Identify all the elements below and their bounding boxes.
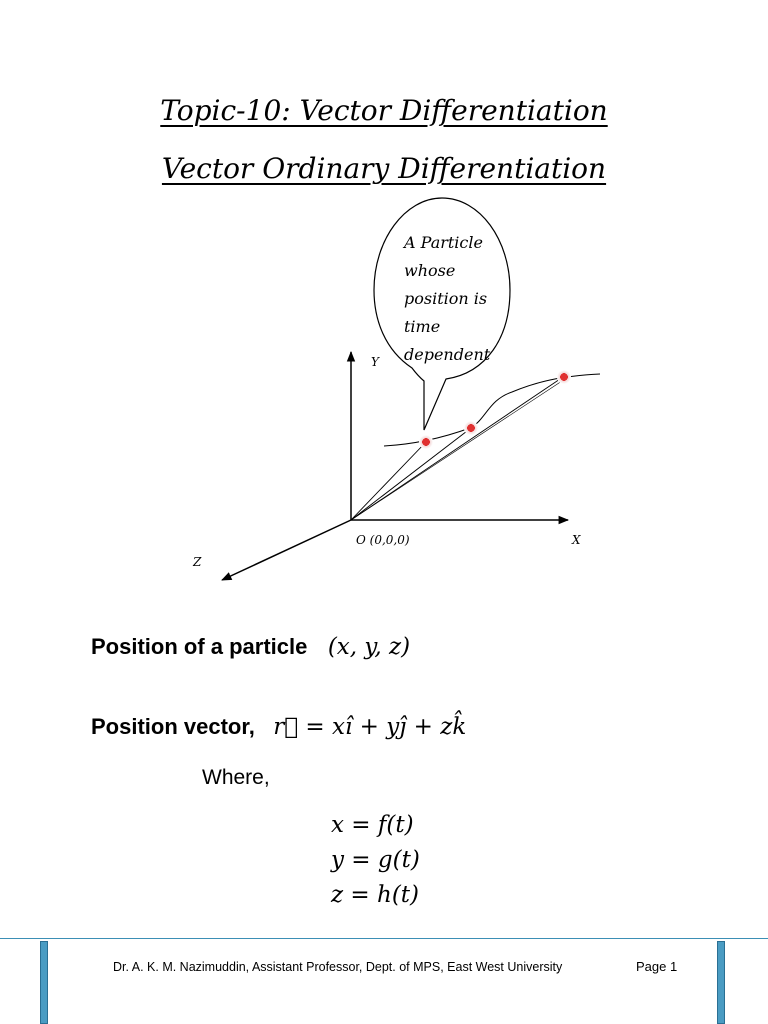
x-axis-label: X: [572, 533, 581, 547]
particle-marker-3: [557, 370, 571, 384]
particle-marker-2: [464, 421, 478, 435]
position-vector-2: [351, 428, 471, 520]
equation-z: z = h(t): [331, 882, 420, 908]
bubble-text-3: position is: [404, 289, 488, 308]
vector-label: Position vector,: [91, 714, 255, 739]
y-axis-label: Y: [371, 355, 379, 369]
position-vector-1: [351, 442, 426, 520]
position-vector-3: [351, 377, 563, 520]
bubble-text-4: time: [404, 317, 441, 336]
footer-divider: [0, 938, 768, 939]
vector-math: r⃗ = xî + yĵ + zk̂: [273, 714, 467, 740]
origin-label: O (0,0,0): [356, 533, 410, 547]
page-subtitle: Vector Ordinary Differentiation: [161, 152, 607, 185]
z-axis: [222, 520, 351, 580]
bubble-text-2: whose: [404, 261, 456, 280]
page-title: Topic-10: Vector Differentiation: [160, 94, 608, 127]
position-row: [91, 634, 410, 660]
position-vector-3b: [351, 379, 565, 520]
footer-bar-right: [717, 941, 725, 1024]
position-math: (x, y, z): [327, 634, 411, 660]
where-label: Where,: [202, 766, 270, 789]
particle-marker-1: [419, 435, 433, 449]
vector-row: [91, 714, 466, 740]
footer-author: Dr. A. K. M. Nazimuddin, Assistant Professor, Dept. of MPS, East West University: [113, 960, 563, 974]
trajectory-curve: [384, 374, 600, 446]
equation-x: x = f(t): [331, 812, 414, 838]
page-number: Page 1: [636, 959, 678, 974]
bubble-text-5: dependent: [404, 345, 491, 364]
position-label: Position of a particle: [91, 634, 308, 659]
equation-y: y = g(t): [331, 847, 420, 873]
z-axis-label: Z: [193, 555, 202, 569]
footer-bar-left: [40, 941, 48, 1024]
bubble-text-1: A Particle: [404, 233, 483, 252]
